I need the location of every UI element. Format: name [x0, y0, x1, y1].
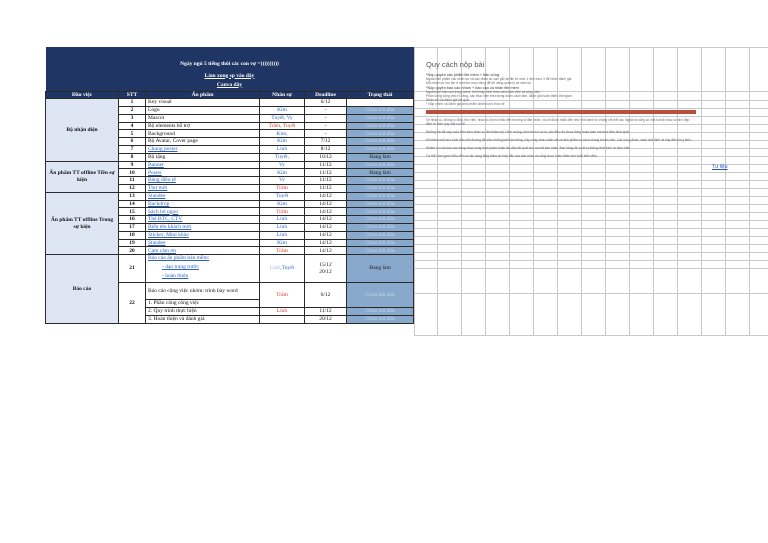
- header-person: Nhân sự: [260, 91, 305, 99]
- person-cell: [260, 99, 305, 107]
- person-cell: Tuyết,: [260, 153, 305, 161]
- deadline-cell: 14/12: [305, 247, 347, 255]
- product-cell[interactable]: Bảng điều tế: [146, 177, 260, 185]
- row-number: 22: [119, 283, 146, 323]
- row-number: 15: [119, 208, 146, 216]
- deadline-cell: 14/12: [305, 216, 347, 224]
- product-cell: Bộ tặng: [146, 153, 260, 161]
- deadline-cell: 11/12: [305, 308, 347, 316]
- person-cell: Trâm: [260, 283, 305, 308]
- column-header-row: [46, 91, 414, 99]
- status-cell[interactable]: Chưa bắt đầu: [347, 247, 414, 255]
- deadline-cell: 7/12: [305, 138, 347, 146]
- status-cell[interactable]: Chưa bắt đầu: [347, 231, 414, 239]
- deadline-cell: -: [305, 107, 347, 115]
- row-number: 8: [119, 153, 146, 161]
- deadline-cell: [305, 255, 347, 283]
- status-cell[interactable]: Đang làm: [347, 169, 414, 177]
- deadline-cell: 11/12: [305, 161, 347, 169]
- table-row: [46, 99, 414, 107]
- deadline-cell: 11/12: [305, 185, 347, 193]
- status-cell[interactable]: Chưa bắt đầu: [347, 138, 414, 146]
- person-name: ,Tuyết: [280, 265, 295, 272]
- deadline-cell: 14/12: [305, 192, 347, 200]
- notes-paragraph: Về nhạc cụ, không lo lắng, thư viện, nhạc cụ được nhắc đến thường là đàn violin, và chỉ được nhắc đến như một danh từ chung chỉ thể loại. Ngoài ra cũng có một số bài nhạc cụ nhỏ đẹp đệm tư theo quy luật cụ thể.: [426, 117, 690, 126]
- row-number: 17: [119, 224, 146, 232]
- person-cell: [260, 255, 305, 283]
- product-cell[interactable]: Banner: [146, 161, 260, 169]
- product-cell[interactable]: Poster: [146, 169, 260, 177]
- row-number: 12: [119, 185, 146, 193]
- deadline-cell: -: [305, 130, 347, 138]
- row-number: 10: [119, 169, 146, 177]
- person-cell: Trâm: [260, 185, 305, 193]
- notes-line: *Nộp quyền các phẩm file mềm + bản cứng: [426, 73, 500, 77]
- task-table: [45, 47, 414, 324]
- product-cell[interactable]: Cam cảm ơn: [146, 247, 260, 255]
- person-cell: Vy: [260, 177, 305, 185]
- header-status: Trạng thái: [347, 91, 414, 99]
- status-cell[interactable]: Chưa bắt đầu: [347, 283, 414, 308]
- status-cell[interactable]: Chưa bắt đầu: [347, 177, 414, 185]
- status-cell[interactable]: Đang làm: [347, 255, 414, 283]
- header-product: Ấn phẩm: [146, 91, 260, 99]
- group-label: Ấn phẩm TT offline Tiền sự kiện: [46, 161, 119, 192]
- product-cell: Key visual: [146, 99, 260, 107]
- product-cell[interactable]: Thẻ BTC, CTV: [146, 216, 260, 224]
- header-stt: STT: [119, 91, 146, 99]
- notes-line: Mỗi nhân sự lưu file ở một thư mục riêng để dễ dàng quản lý và xem lại: [426, 81, 531, 86]
- submission-notes: [426, 60, 696, 158]
- person-cell: [260, 315, 305, 323]
- table-row: [46, 255, 414, 283]
- product-cell[interactable]: Sticker, Mini khảo: [146, 231, 260, 239]
- person-cell: Kim,: [260, 130, 305, 138]
- table-row: [46, 161, 414, 169]
- deadline-cell: 11/12: [305, 177, 347, 185]
- table-row: [46, 192, 414, 200]
- product-cell[interactable]: Sách bỏ ngọn: [146, 208, 260, 216]
- deadline-value: 20/12: [319, 268, 332, 275]
- report-line: 3. Hoàn thiện và đánh giá: [146, 315, 260, 323]
- row-number: 16: [119, 216, 146, 224]
- person-cell: Tuyết: [260, 192, 305, 200]
- person-cell: Vy: [260, 161, 305, 169]
- report-line[interactable]: - hoàn thiện: [162, 273, 189, 280]
- deadline-cell: 20/12: [305, 315, 347, 323]
- notes-line: *Nộp quyền báo cáo nhóm + báo cáo cá nhân file mềm: [426, 85, 519, 90]
- row-number: 21: [119, 255, 146, 283]
- notes-line: Phần công công việc rõ ràng, các thục hiện theo từng bước cách làm, đánh giá hoàn thiện thời gian: [426, 94, 572, 99]
- product-cell: Mascot: [146, 114, 260, 122]
- person-cell: Trâm, Tuyết: [260, 122, 305, 130]
- row-number: 9: [119, 161, 146, 169]
- product-cell: Background: [146, 130, 260, 138]
- group-label: Báo cáo: [46, 255, 119, 323]
- notes-paragraph: Những bài đã này cuộc kèm theo nhạc cụ đời thẩm mỹ. Hình vuông, kèm theo ít số lá, các điều đó chưa đúng hoàn toàn mà dựa theo khái quát.: [426, 129, 630, 134]
- header-deadline: Deadline: [305, 91, 347, 99]
- row-number: 2: [119, 107, 146, 115]
- report-line: Báo cáo cộng việc nhóm: trình bày word: [146, 283, 260, 300]
- report-line[interactable]: Báo cáo ấn phẩm bán mềm:: [148, 255, 210, 262]
- person-cell: Kim: [260, 239, 305, 247]
- status-cell[interactable]: Chưa bắt đầu: [347, 216, 414, 224]
- row-number: 5: [119, 130, 146, 138]
- status-cell[interactable]: Chưa bắt đầu: [347, 185, 414, 193]
- deadline-cell: 6/12: [305, 283, 347, 308]
- person-cell: Kim: [260, 138, 305, 146]
- header-group: Đầu việc: [46, 91, 119, 99]
- notes-paragraph: Khi thêm một bức hình dẫn mỗi đường đã nhìn những kết luận riêng, hãy cùng nhau nhận xét về ảnh phẩm và cách chúng ta làm việc. Các cộng đoàn, cách nhà định và hãy đến xin ý kiến.: [426, 137, 692, 142]
- status-cell[interactable]: [347, 99, 414, 107]
- row-number: 19: [119, 239, 146, 247]
- person-cell: Linh: [260, 308, 305, 316]
- status-cell[interactable]: Chưa bắt đầu: [347, 239, 414, 247]
- row-number: 7: [119, 146, 146, 154]
- product-cell[interactable]: Thư mời: [146, 185, 260, 193]
- deadline-cell: -: [305, 114, 347, 122]
- status-cell[interactable]: Chưa bắt đầu: [347, 315, 414, 323]
- canva-link[interactable]: Canva đây: [216, 81, 243, 88]
- product-cell[interactable]: Backdrop: [146, 200, 260, 208]
- person-cell: Kim: [260, 200, 305, 208]
- status-cell[interactable]: Đang làm: [347, 153, 414, 161]
- notes-line: Ngoài bản báo cáo trong word, trình bày hình thức cách làm việc và công việc: [426, 89, 540, 94]
- status-cell[interactable]: Chưa bắt đầu: [347, 114, 414, 122]
- notes-title: Quy cách nộp bài: [426, 60, 485, 69]
- deadline-cell: 6/12: [305, 99, 347, 107]
- deadline-value: 15/12: [319, 262, 332, 269]
- person-cell: Kim: [260, 107, 305, 115]
- report-product-cell: [146, 255, 260, 283]
- done-link[interactable]: Làm xong sp vào đây: [204, 72, 255, 79]
- product-cell[interactable]: Chung poster: [146, 146, 260, 154]
- notes-paragraph: Tư thể của người biểu diễn có tác dụng tăng thêm sự hấp dẫn của bản nhạc và cũng là sự hoàn thiện cho buổi biểu diễn.: [426, 153, 598, 158]
- product-cell[interactable]: Standee: [146, 239, 260, 247]
- product-cell: Bộ Avatar, Cover page: [146, 138, 260, 146]
- status-cell[interactable]: Chưa bắt đầu: [347, 146, 414, 154]
- status-cell[interactable]: Chưa bắt đầu: [347, 308, 414, 316]
- row-number: 14: [119, 200, 146, 208]
- person-cell: Kim: [260, 169, 305, 177]
- report-line: 1. Phần công công việc: [146, 300, 260, 308]
- deadline-cell: 14/12: [305, 231, 347, 239]
- product-cell[interactable]: Biển tên khách mời: [146, 224, 260, 232]
- sheet-title: Ngày ngủ 5 tiếng thôi các con vợ =)))))))))): [46, 47, 414, 67]
- row-number: 6: [119, 138, 146, 146]
- person-cell: Linh: [260, 224, 305, 232]
- person-cell: Linh: [260, 146, 305, 154]
- product-cell: Bộ elements bổ trợ: [146, 122, 260, 130]
- status-cell[interactable]: Chưa bắt đầu: [347, 161, 414, 169]
- person-name: Linh: [269, 265, 281, 272]
- deadline-cell: 11/12: [305, 169, 347, 177]
- deadline-cell: 8/12: [305, 146, 347, 154]
- deadline-cell: 14/12: [305, 208, 347, 216]
- status-cell[interactable]: Chưa bắt đầu: [347, 130, 414, 138]
- notes-divider: [426, 110, 696, 114]
- status-cell[interactable]: Chưa bắt đầu: [347, 208, 414, 216]
- row-number: 13: [119, 192, 146, 200]
- reference-link[interactable]: Tư liệu: [712, 164, 728, 170]
- notes-line: Nhận xét và đánh giá kết quả: [426, 98, 469, 103]
- status-cell[interactable]: Chưa bắt đầu: [347, 107, 414, 115]
- deadline-cell: -: [305, 122, 347, 130]
- person-cell: Linh: [260, 231, 305, 239]
- report-line: 2. Quy trình thực hiện: [146, 308, 260, 316]
- notes-paragraph: Nhiệm vụ của ban cần bảng nhạc công dạm phạm hoàn lâu dẫn đề xuất cho ra mắt ban nhạc. Ban bảng đề xuất và thống nhất trình tự thực hiện.: [426, 145, 632, 150]
- deadline-cell: 14/12: [305, 239, 347, 247]
- deadline-cell: 10/12: [305, 153, 347, 161]
- product-cell: Logo: [146, 107, 260, 115]
- row-number: 11: [119, 177, 146, 185]
- person-cell: Trâm: [260, 247, 305, 255]
- status-cell[interactable]: Chưa bắt đầu: [347, 122, 414, 130]
- row-number: 1: [119, 99, 146, 107]
- notes-line: Ngoài bản phẩm các nhân sự và các nhân sự cần giữ lại file từ mức 1 đến mức 3 để nhận đánh giá: [426, 77, 572, 82]
- row-number: 18: [119, 231, 146, 239]
- person-cell: Tuyết, Vy: [260, 114, 305, 122]
- report-line[interactable]: - dạo trang trước: [162, 264, 199, 271]
- deadline-cell: 14/12: [305, 200, 347, 208]
- person-cell: Trâm: [260, 208, 305, 216]
- group-label: Bộ nhận diện: [46, 99, 119, 161]
- deadline-cell: 14/12: [305, 224, 347, 232]
- row-number: 4: [119, 122, 146, 130]
- status-cell[interactable]: Chưa bắt đầu: [347, 200, 414, 208]
- status-cell[interactable]: Chưa bắt đầu: [347, 224, 414, 232]
- status-cell[interactable]: Chưa bắt đầu: [347, 192, 414, 200]
- row-number: 3: [119, 114, 146, 122]
- row-number: 20: [119, 247, 146, 255]
- person-cell: Linh: [260, 216, 305, 224]
- group-label: Ấn phẩm TT offline Trong sự kiện: [46, 192, 119, 254]
- product-cell[interactable]: Standee: [146, 192, 260, 200]
- notes-line: * Nộp chính và đánh giá ảnh phẩm chiến lược thực tế: [426, 102, 505, 107]
